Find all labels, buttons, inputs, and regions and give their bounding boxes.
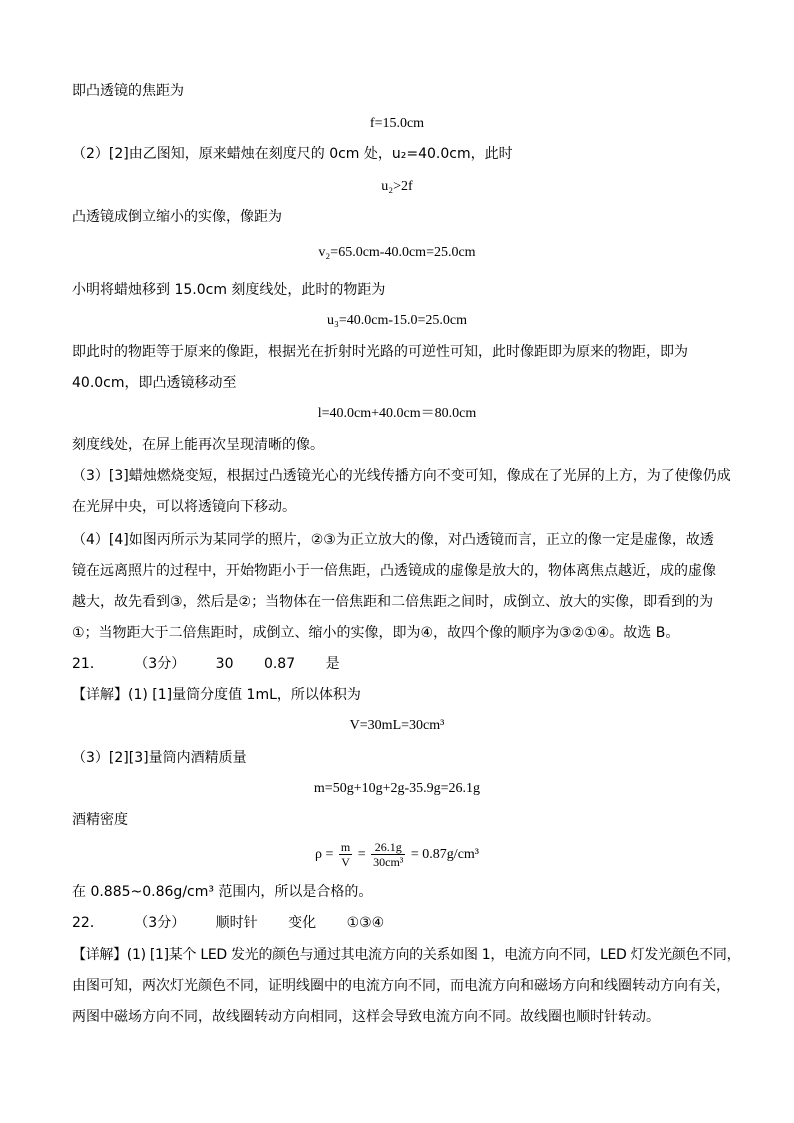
text-line: （3）[2][3]量筒内酒精质量 (72, 750, 247, 766)
answer-blank-2: 变化 (288, 915, 317, 931)
formula-u2: u₂>2f (381, 179, 413, 194)
text-line: 刻度线处，在屏上能再次呈现清晰的像。 (72, 437, 324, 453)
text-line: 在 0.885~0.86g/cm³ 范围内，所以是合格的。 (72, 884, 373, 900)
fraction-m-over-v (339, 840, 352, 869)
text-line: 在光屏中央，可以将透镜向下移动。 (72, 499, 296, 515)
text-line: 由图可知，两次灯光颜色不同，证明线圈中的电流方向不同，而电流方向和磁场方向和线圈转动方向有关， (72, 978, 730, 994)
text-line: ①；当物距大于二倍焦距时，成倒立、缩小的实像，即为④，故四个像的顺序为③②①④。故选 B。 (72, 625, 680, 641)
answer-blank-1: 30 (215, 656, 234, 672)
text-line: （4）[4]如图丙所示为某同学的照片，②③为正立放大的像，对凸透镜而言，正立的像一定是虚像，故透 (72, 532, 714, 548)
question-number: 22． (72, 915, 104, 931)
formula-volume: V=30mL=30cm³ (349, 718, 445, 733)
text-line: 【详解】(1) [1]某个 LED 发光的颜色与通过其电流方向的关系如图 1，电流方向不同，LED 灯发光颜色不同， (72, 947, 741, 963)
text-line: 即凸透镜的焦距为 (72, 83, 184, 99)
text-line: 40.0cm，即凸透镜移动至 (72, 375, 237, 391)
answer-blank-3: 是 (325, 656, 340, 672)
answer-row-22 (72, 914, 384, 932)
text-line: （3）[3]蜡烛燃烧变短，根据过凸透镜光心的光线传播方向不变可知，像成在了光屏的上方，为了使像仍成 (72, 468, 731, 484)
text-line: 凸透镜成倒立缩小的实像，像距为 (72, 209, 282, 225)
question-score: （3分） (134, 656, 186, 672)
density-equals: = (357, 847, 366, 862)
answer-row-21 (72, 655, 340, 673)
answer-blank-3: ①③④ (346, 915, 385, 931)
answer-blank-1: 顺时针 (215, 915, 258, 931)
text-line: 【详解】(1) [1]量筒分度值 1mL，所以体积为 (72, 687, 361, 703)
fraction-numerator: m (340, 840, 351, 855)
density-lhs: ρ = (315, 847, 334, 862)
question-score: （3分） (134, 915, 186, 931)
formula-focal-length: f=15.0cm (369, 116, 425, 131)
formula-v2: v₂=65.0cm-40.0cm=25.0cm (318, 245, 476, 260)
formula-u3: u₃=40.0cm-15.0=25.0cm (326, 313, 468, 328)
text-line: 两图中磁场方向不同，故线圈转动方向相同，这样会导致电流方向不同。故线圈也顺时针转动。 (72, 1009, 660, 1025)
fraction-denominator: 30cm³ (373, 855, 404, 870)
answer-blank-2: 0.87 (263, 656, 296, 672)
question-number: 21． (72, 656, 104, 672)
fraction-numerator: 26.1g (371, 840, 405, 855)
formula-l: l=40.0cm+40.0cm＝80.0cm (317, 406, 477, 421)
text-line: （2）[2]由乙图知，原来蜡烛在刻度尺的 0cm 处，u₂=40.0cm，此时 (72, 146, 513, 162)
fraction-values (371, 840, 405, 869)
text-line: 越大，故先看到③，然后是②；当物体在一倍焦距和二倍焦距之间时，成倒立、放大的实像，即看到的为 (72, 594, 714, 610)
density-rhs: = 0.87g/cm³ (410, 847, 479, 862)
text-line: 镜在远离照片的过程中，开始物距小于一倍焦距，凸透镜成的虚像是放大的，物体离焦点越近，成的虚像 (72, 563, 716, 579)
formula-density (0, 838, 794, 872)
text-line: 即此时的物距等于原来的像距，根据光在折射时光路的可逆性可知，此时像距即为原来的物距，即为 (72, 344, 688, 360)
formula-mass: m=50g+10g+2g-35.9g=26.1g (313, 781, 481, 796)
fraction-denominator: V (341, 855, 350, 870)
text-line: 酒精密度 (72, 812, 128, 828)
text-line: 小明将蜡烛移到 15.0cm 刻度线处，此时的物距为 (72, 282, 386, 298)
